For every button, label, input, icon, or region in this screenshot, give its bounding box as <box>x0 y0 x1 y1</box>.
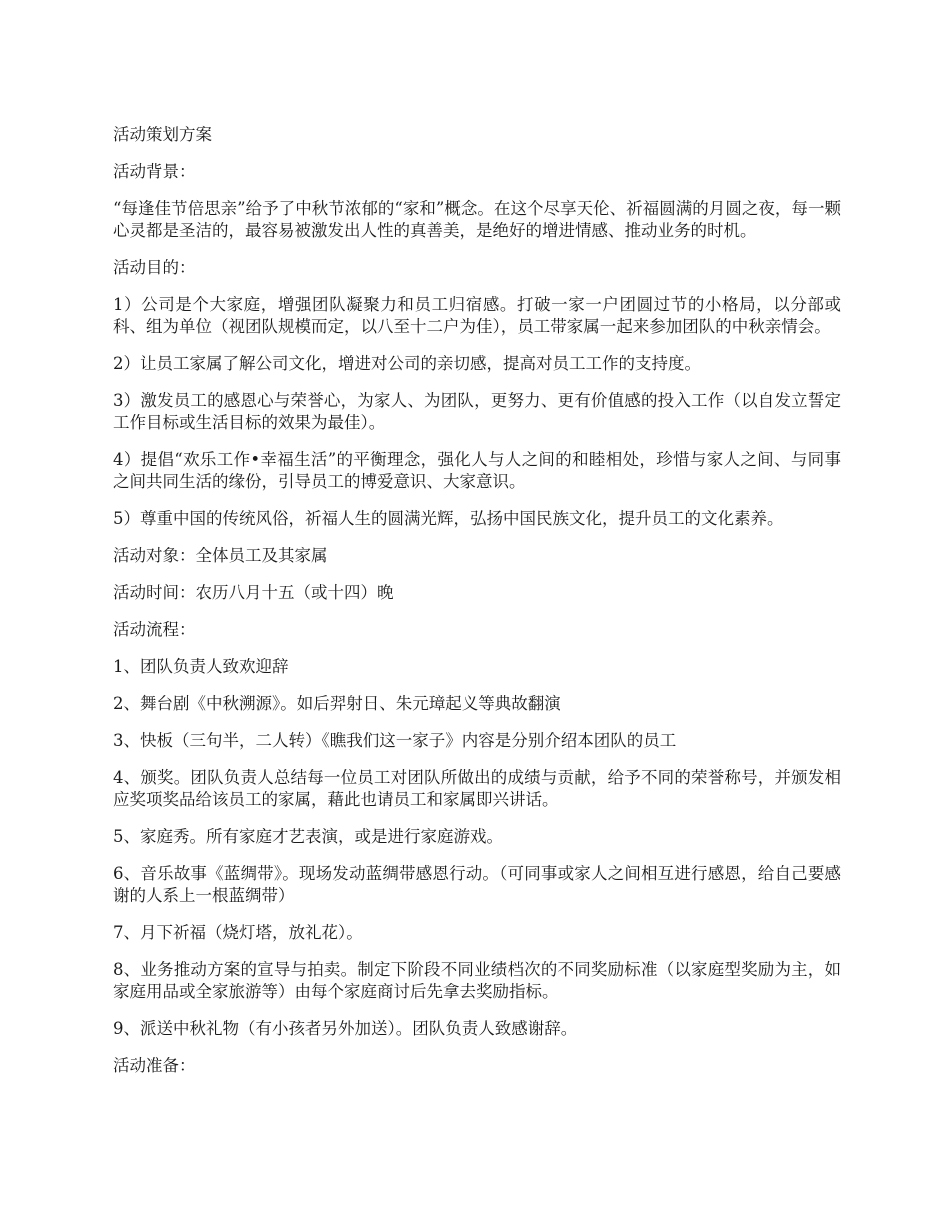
process-step: 7、月下祈福（烧灯塔，放礼花）。 <box>113 923 363 942</box>
purpose-item: 3）激发员工的感恩心与荣誉心，为家人、为团队，更努力、更有价值感的投入工作（以自发立誓定工作目标或生活目标的效果为最佳）。 <box>113 391 841 432</box>
background-heading: 活动背景： <box>113 162 196 181</box>
process-step: 4、颁奖。团队负责人总结每一位员工对团队所做出的成绩与贡献，给予不同的荣誉称号，并颁发相应奖项奖品给该员工的家属，藉此也请员工和家属即兴讲话。 <box>113 768 841 809</box>
document-title: 活动策划方案 <box>113 125 212 144</box>
process-step: 8、业务推动方案的宣导与拍卖。制定下阶段不同业绩档次的不同奖励标准（以家庭型奖励为主，如家庭用品或全家旅游等）由每个家庭商讨后先拿去奖励指标。 <box>113 960 841 1001</box>
process-step: 2、舞台剧《中秋溯源》。如后羿射日、朱元璋起义等典故翻演 <box>113 694 561 713</box>
process-step: 5、家庭秀。所有家庭才艺表演，或是进行家庭游戏。 <box>113 827 503 846</box>
document-body <box>113 124 841 1092</box>
time-line: 活动时间：农历八月十五（或十四）晚 <box>113 583 394 602</box>
process-heading: 活动流程： <box>113 620 196 639</box>
purpose-item: 5）尊重中国的传统风俗，祈福人生的圆满光辉，弘扬中国民族文化，提升员工的文化素养。 <box>113 509 784 528</box>
process-step: 9、派送中秋礼物（有小孩者另外加送）。团队负责人致感谢辞。 <box>113 1019 578 1038</box>
process-step: 1、团队负责人致欢迎辞 <box>113 657 289 676</box>
purpose-item: 2）让员工家属了解公司文化，增进对公司的亲切感，提高对员工工作的支持度。 <box>113 354 701 373</box>
purpose-heading: 活动目的： <box>113 258 196 277</box>
background-paragraph: “每逢佳节倍思亲”给予了中秋节浓郁的“家和”概念。在这个尽享天伦、祈福圆满的月圆之夜，每一颗心灵都是圣洁的，最容易被激发出人性的真善美，是绝好的增进情感、推动业务的时机。 <box>113 199 841 240</box>
purpose-item: 1）公司是个大家庭，增强团队凝聚力和员工归宿感。打破一家一户团圆过节的小格局，以分部或科、组为单位（视团队规模而定，以八至十二户为佳），员工带家属一起来参加团队的中秋亲情会。 <box>113 295 841 336</box>
purpose-item: 4）提倡“欢乐工作•幸福生活”的平衡理念，强化人与人之间的和睦相处，珍惜与家人之间、与同事之间共同生活的缘份，引导员工的博爱意识、大家意识。 <box>113 450 841 491</box>
audience-line: 活动对象：全体员工及其家属 <box>113 546 328 565</box>
preparation-heading: 活动准备： <box>113 1056 196 1075</box>
process-step: 3、快板（三句半，二人转）《瞧我们这一家子》内容是分别介绍本团队的员工 <box>113 731 677 750</box>
process-step: 6、音乐故事《蓝绸带》。现场发动蓝绸带感恩行动。（可同事或家人之间相互进行感恩，给自己要感谢的人系上一根蓝绸带） <box>113 864 841 905</box>
